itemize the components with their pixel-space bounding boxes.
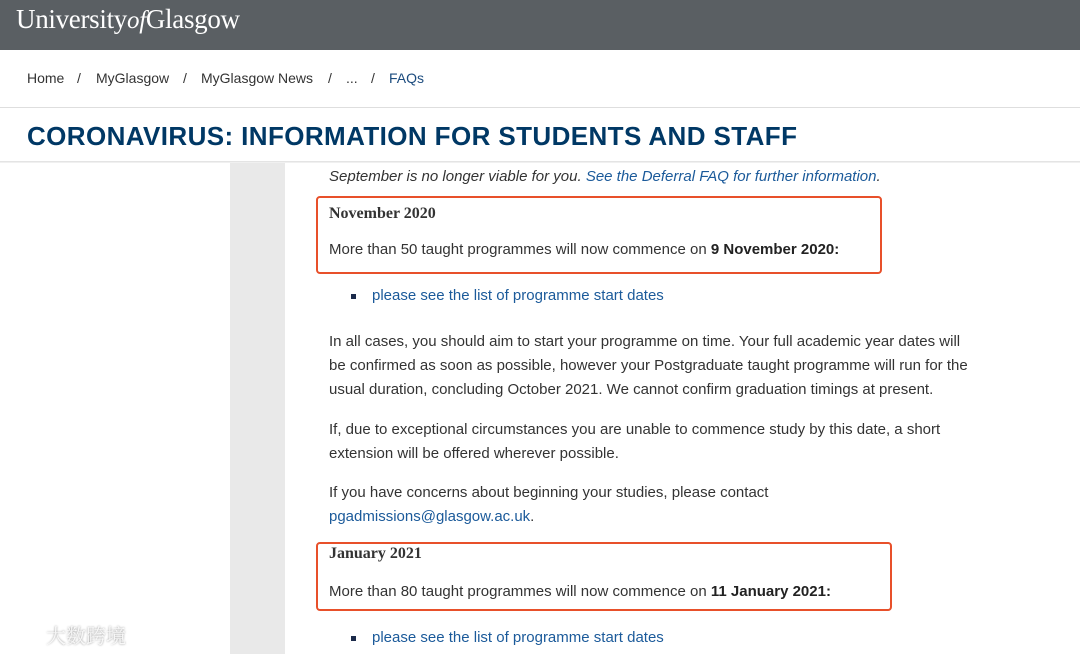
main-content bbox=[285, 163, 1050, 654]
deferral-faq-link[interactable]: See the Deferral FAQ for further information bbox=[585, 168, 877, 185]
right-margin bbox=[1050, 163, 1080, 654]
breadcrumb-myglasgow[interactable]: MyGlasgow bbox=[96, 70, 170, 86]
paragraph-line: If, due to exceptional circumstances you are unable to commence study by this date, a short bbox=[329, 421, 941, 438]
breadcrumb-separator: / bbox=[328, 70, 332, 86]
top-header-bar bbox=[0, 0, 1080, 50]
breadcrumb-ellipsis[interactable]: ... bbox=[346, 70, 358, 86]
january-start-dates-link[interactable]: please see the list of programme start dates bbox=[372, 629, 664, 646]
november-heading: November 2020 bbox=[329, 205, 436, 222]
page-title: CORONAVIRUS: INFORMATION FOR STUDENTS AND STAFF bbox=[27, 121, 798, 151]
intro-text: September is no longer viable for you. See the Deferral FAQ for further information. bbox=[329, 168, 881, 185]
breadcrumb-separator: / bbox=[183, 70, 187, 86]
paragraph-line: pgadmissions@glasgow.ac.uk. bbox=[329, 508, 535, 525]
november-start-dates-link[interactable]: please see the list of programme start dates bbox=[372, 287, 664, 304]
left-sidebar bbox=[0, 163, 230, 654]
university-logo[interactable]: UniversityofGlasgow bbox=[16, 4, 240, 34]
january-text: More than 80 taught programmes will now commence on 11 January 2021: bbox=[329, 583, 831, 600]
bullet-icon bbox=[351, 636, 356, 641]
paragraph-line: In all cases, you should aim to start your programme on time. Your full academic year dates will bbox=[329, 333, 961, 350]
breadcrumb-faqs[interactable]: FAQs bbox=[389, 70, 425, 86]
bullet-icon bbox=[351, 294, 356, 299]
email-link[interactable]: pgadmissions@glasgow.ac.uk bbox=[329, 508, 531, 525]
breadcrumb-myglasgow-news[interactable]: MyGlasgow News bbox=[201, 70, 314, 86]
paragraph-line: extension will be offered wherever possible. bbox=[329, 445, 619, 462]
paragraph-line: If you have concerns about beginning your studies, please contact bbox=[329, 484, 769, 501]
watermark-logo: 大数跨境 bbox=[8, 620, 126, 649]
january-heading: January 2021 bbox=[329, 545, 422, 562]
paragraph-line: be confirmed as soon as possible, however your Postgraduate taught programme will run for the bbox=[329, 357, 968, 374]
breadcrumb-separator: / bbox=[371, 70, 375, 86]
paragraph-line: usual duration, concluding October 2021. We cannot confirm graduation timings at present. bbox=[329, 381, 934, 398]
title-bar bbox=[0, 108, 1080, 162]
november-text: More than 50 taught programmes will now commence on 9 November 2020: bbox=[329, 241, 840, 258]
breadcrumb-home[interactable]: Home bbox=[27, 70, 65, 86]
breadcrumb bbox=[0, 50, 1080, 108]
breadcrumb-separator: / bbox=[77, 70, 81, 86]
watermark-icon bbox=[8, 626, 46, 646]
